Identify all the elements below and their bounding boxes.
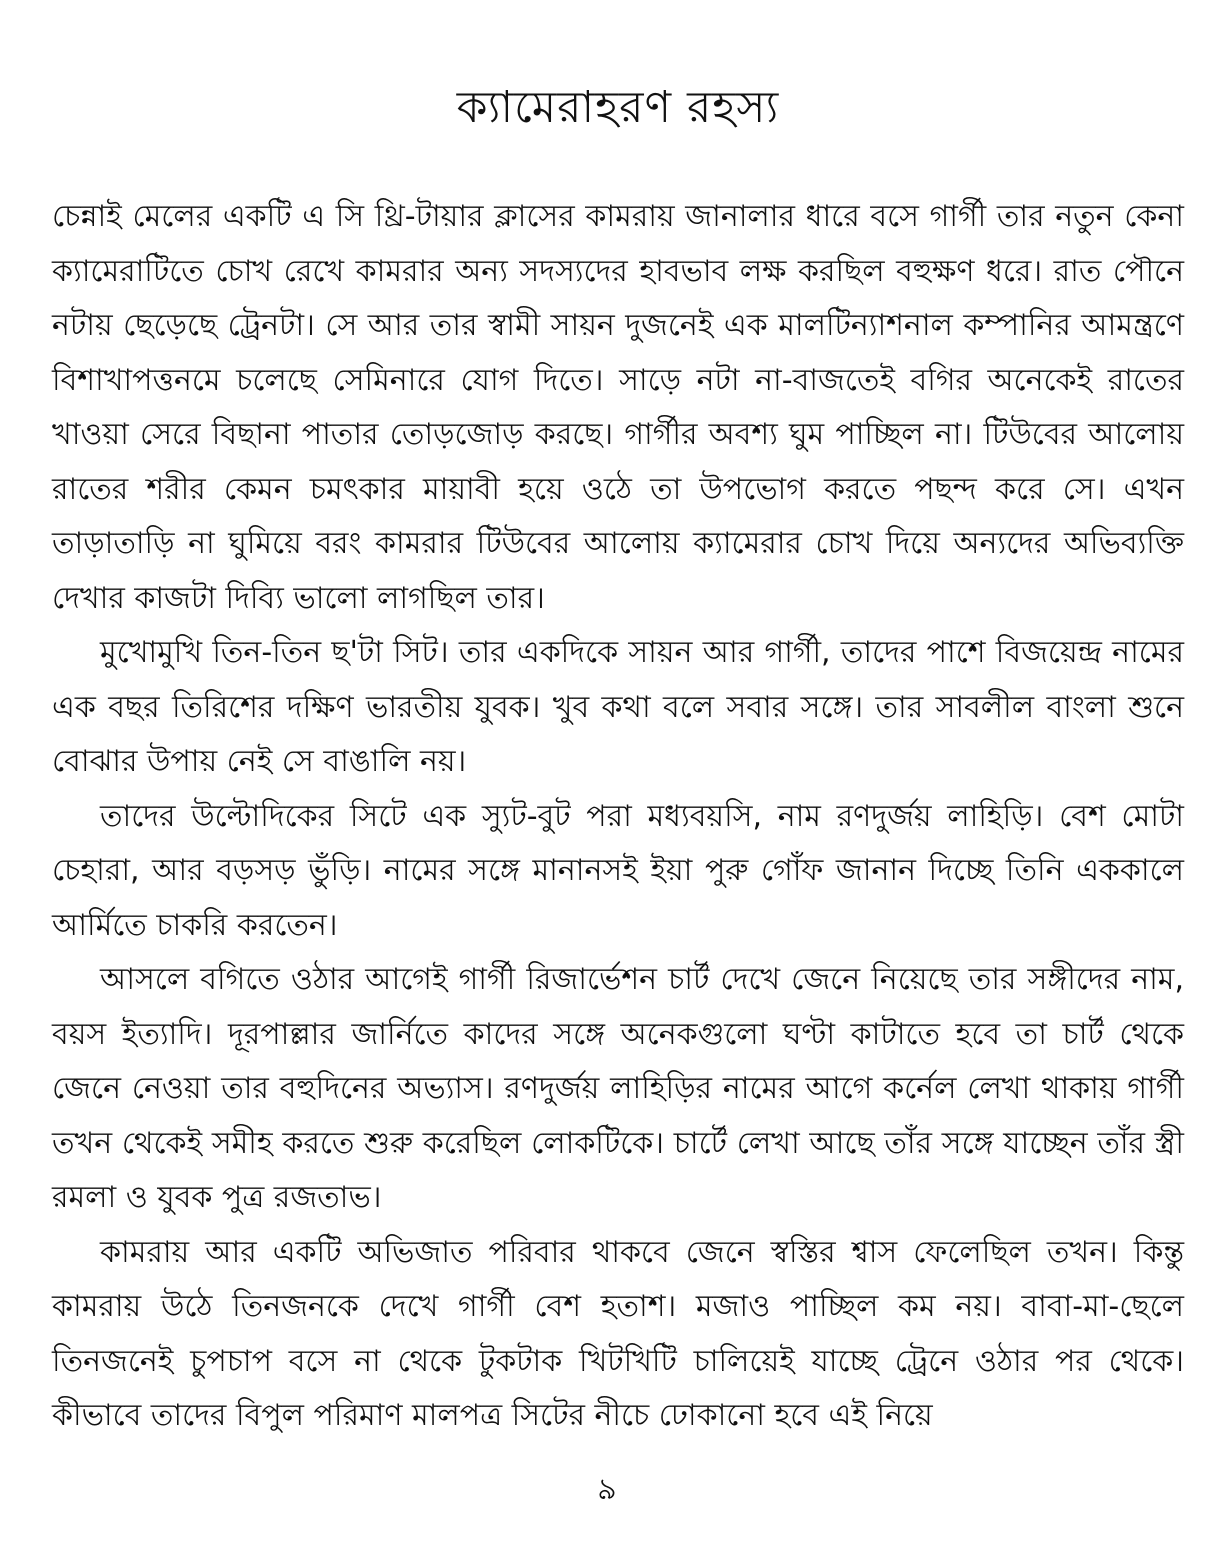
chapter-title: ক্যামেরাহরণ রহস্য [456, 82, 780, 133]
paragraph-3: তাদের উল্টোদিকের সিটে এক স্যুট-বুট পরা মধ্যবয়সি, নাম রণদুর্জয় লাহিড়ি। বেশ মোটা চেহারা, আর বড়সড় ভুঁড়ি। নামের সঙ্গে মানানসই ইয়া পুরু গোঁফ জানান দিচ্ছে তিনি এককালে আর্মিতে চাকরি করতেন। [52, 798, 1184, 943]
body-text [52, 190, 1184, 1444]
paragraph-4: আসলে বগিতে ওঠার আগেই গার্গী রিজার্ভেশন চার্ট দেখে জেনে নিয়েছে তার সঙ্গীদের নাম, বয়স ইত্যাদি। দূরপাল্লার জার্নিতে কাদের সঙ্গে অনেকগুলো ঘণ্টা কাটাতে হবে তা চার্ট থেকে জেনে নেওয়া তার বহুদিনের অভ্যাস। রণদুর্জয় লাহিড়ির নামের আগে কর্নেল লেখা থাকায় গার্গী তখন থেকেই সমীহ করতে শুরু করেছিল লোকটিকে। চার্টে লেখা আছে তাঁর সঙ্গে যাচ্ছেন তাঁর স্ত্রী রমলা ও যুবক পুত্র রজতাভ। [52, 962, 1184, 1215]
paragraph-1: চেন্নাই মেলের একটি এ সি থ্রি-টায়ার ক্লাসের কামরায় জানালার ধারে বসে গার্গী তার নতুন কেনা ক্যামেরাটিতে চোখ রেখে কামরার অন্য সদস্যদের হাবভাব লক্ষ করছিল বহুক্ষণ ধরে। রাত পৌনে নটায় ছেড়েছে ট্রেনটা। সে আর তার স্বামী সায়ন দুজনেই এক মালটিন্যাশনাল কম্পানির আমন্ত্রণে বিশাখাপত্তনমে চলেছে সেমিনারে যোগ দিতে। সাড়ে নটা না-বাজতেই বগির অনেকেই রাতের খাওয়া সেরে বিছানা পাতার তোড়জোড় করছে। গার্গীর অবশ্য ঘুম পাচ্ছিল না। টিউবের আলোয় রাতের শরীর কেমন চমৎকার মায়াবী হয়ে ওঠে তা উপভোগ করতে পছন্দ করে সে। এখন তাড়াতাড়ি না ঘুমিয়ে বরং কামরার টিউবের আলোয় ক্যামেরার চোখ দিয়ে অন্যদের অভিব্যক্তি দেখার কাজটা দিব্যি ভালো লাগছিল তার। [52, 199, 1184, 616]
paragraph-2: মুখোমুখি তিন-তিন ছ'টা সিট। তার একদিকে সায়ন আর গার্গী, তাদের পাশে বিজয়েন্দ্র নামের এক বছর তিরিশের দক্ষিণ ভারতীয় যুবক। খুব কথা বলে সবার সঙ্গে। তার সাবলীল বাংলা শুনে বোঝার উপায় নেই সে বাঙালি নয়। [52, 635, 1184, 779]
paragraph-5: কামরায় আর একটি অভিজাত পরিবার থাকবে জেনে স্বস্তির শ্বাস ফেলেছিল তখন। কিন্তু কামরায় উঠে তিনজনকে দেখে গার্গী বেশ হতাশ। মজাও পাচ্ছিল কম নয়। বাবা-মা-ছেলে তিনজনেই চুপচাপ বসে না থেকে টুকটাক খিটখিটি চালিয়েই যাচ্ছে ট্রেনে ওঠার পর থেকে। কীভাবে তাদের বিপুল পরিমাণ মালপত্র সিটের নীচে ঢোকানো হবে এই নিয়ে [52, 1234, 1184, 1433]
page-number: ৯ [597, 1472, 617, 1507]
